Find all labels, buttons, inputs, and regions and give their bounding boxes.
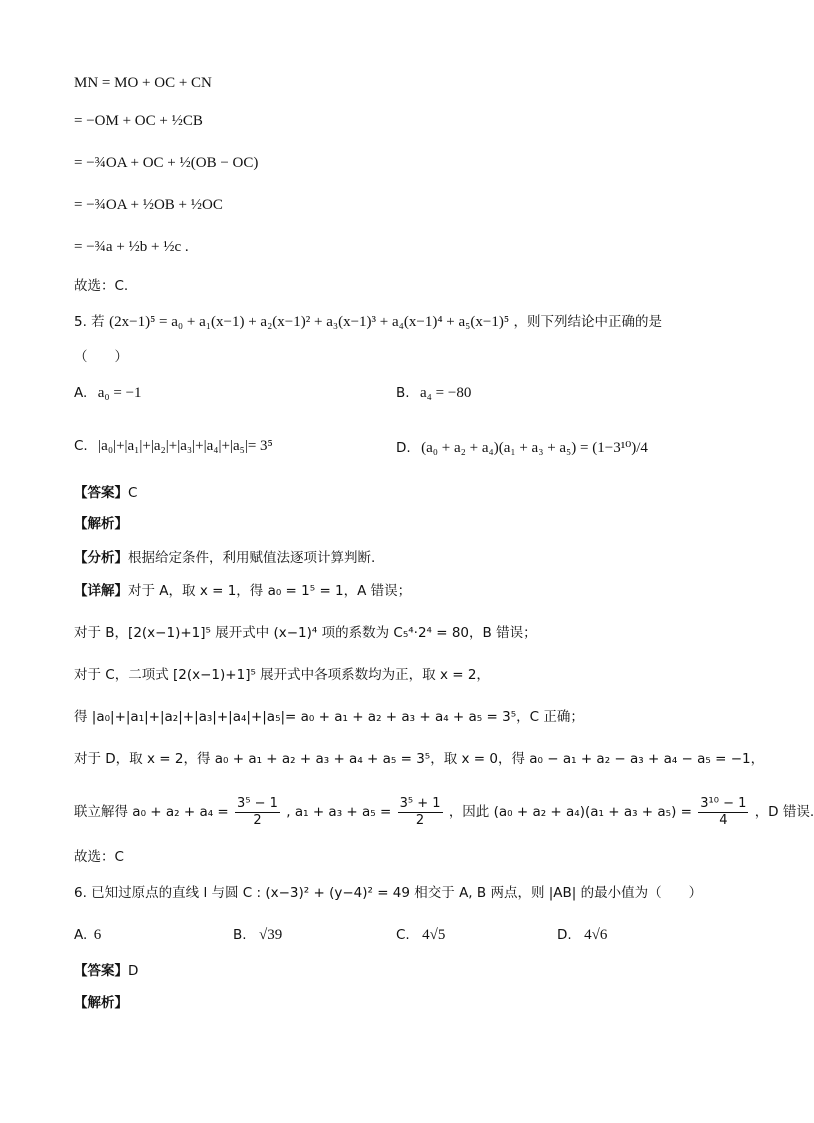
q6-option-c <box>396 927 445 944</box>
q5-detail-4: 得 |a₀|+|a₁|+|a₂|+|a₃|+|a₄|+|a₅|= a₀ + a₁ + a₂ + a₃ + a₄ + a₅ = 3⁵，C 正确； <box>74 709 584 725</box>
fraction-2-den: 2 <box>415 812 425 828</box>
fraction-1 <box>235 796 280 829</box>
derivation-line-2: = −OM + OC + ½CB <box>74 113 203 129</box>
q5-option-a-label: A. <box>74 385 88 401</box>
q5-fenxi-tag: 【分析】 <box>74 550 128 566</box>
derivation-line-4: = −¾OA + ½OB + ½OC <box>74 197 223 213</box>
fraction-2 <box>398 796 443 829</box>
q5-stem-expr: (2x−1)⁵ = a₀ + a₁(x−1) + a₂(x−1)² + a₃(x−1)³ + a₄(x−1)⁴ + a₅(x−1)⁵ <box>109 314 510 330</box>
fraction-1-den: 2 <box>253 812 262 828</box>
fraction-2-num: 3⁵ + 1 <box>399 795 441 811</box>
q6-option-a <box>74 927 101 944</box>
q5-answer <box>74 484 137 502</box>
q6-answer-tag: 【答案】 <box>74 963 128 979</box>
fraction-3-den: 4 <box>719 812 728 828</box>
q6-option-d <box>557 927 607 944</box>
q5-stem-prefix: 5. 若 <box>74 314 105 330</box>
q5-detail-1-text: 对于 A，取 x = 1，得 a₀ = 1⁵ = 1，A 错误； <box>128 583 412 599</box>
q6-answer-value: D <box>128 963 139 979</box>
q6-option-c-text: 4√5 <box>422 927 446 943</box>
q5-option-d <box>396 438 648 457</box>
q5-detail-5: 对于 D，取 x = 2，得 a₀ + a₁ + a₂ + a₃ + a₄ + a₅ = 3⁵，取 x = 0，得 a₀ − a₁ + a₂ − a₃ + a₄ − a₅ = −1， <box>74 751 765 767</box>
q6-answer <box>74 962 138 980</box>
q5-conclusion: 故选：C <box>74 849 124 865</box>
q5-detail-6d: ，D 错误. <box>754 804 814 820</box>
q5-detail-3: 对于 C，二项式 [2(x−1)+1]⁵ 展开式中各项系数均为正，取 x = 2， <box>74 667 490 683</box>
q6-stem: 6. 已知过原点的直线 l 与圆 C : (x−3)² + (y−4)² = 49 相交于 A, B 两点，则 |AB| 的最小值为（ ） <box>74 885 703 901</box>
q5-analysis-tag: 【解析】 <box>74 516 128 532</box>
q5-option-d-label: D. <box>396 440 411 456</box>
derivation-line-3: = −¾OA + OC + ½(OB − OC) <box>74 155 259 171</box>
conclusion-prev: 故选：C. <box>74 278 129 294</box>
q5-answer-value: C <box>128 485 138 501</box>
q5-answer-tag: 【答案】 <box>74 485 128 501</box>
q5-option-c-text: |a₀|+|a₁|+|a₂|+|a₃|+|a₄|+|a₅|= 3⁵ <box>98 438 273 454</box>
q5-option-b-text: a₄ = −80 <box>420 385 472 401</box>
derivation-line-5: = −¾a + ½b + ½c . <box>74 239 189 255</box>
q5-option-c-label: C. <box>74 438 88 454</box>
q6-option-a-text: 6 <box>93 927 102 943</box>
q6-option-b <box>233 927 282 944</box>
fraction-3 <box>698 796 748 829</box>
q6-option-b-text: √39 <box>259 927 283 943</box>
q5-stem <box>74 313 662 331</box>
q6-option-d-text: 4√6 <box>584 927 608 943</box>
q5-fenxi <box>74 549 375 567</box>
q5-detail-1 <box>74 582 411 600</box>
q5-option-b <box>396 385 471 402</box>
q5-detail-6c: ，因此 (a₀ + a₂ + a₄)(a₁ + a₃ + a₅) = <box>448 804 692 820</box>
q6-option-b-label: B. <box>233 927 247 943</box>
q5-stem-suffix: ，则下列结论中正确的是 <box>513 314 663 330</box>
q5-xiangjie-tag: 【详解】 <box>74 583 128 599</box>
q5-option-b-label: B. <box>396 385 410 401</box>
q5-option-d-text: (a₀ + a₂ + a₄)(a₁ + a₃ + a₅) = (1−3¹⁰)/4 <box>421 440 648 456</box>
q5-detail-6b: , a₁ + a₃ + a₅ = <box>286 804 392 820</box>
q5-paren: （ ） <box>74 349 128 365</box>
q5-fenxi-text: 根据给定条件，利用赋值法逐项计算判断. <box>128 550 376 566</box>
q6-analysis-tag: 【解析】 <box>74 995 128 1011</box>
q5-option-c <box>74 438 273 455</box>
fraction-1-num: 3⁵ − 1 <box>237 795 278 811</box>
q6-option-d-label: D. <box>557 927 572 943</box>
derivation-line-1: MN = MO + OC + CN <box>74 75 212 91</box>
fraction-3-num: 3¹⁰ − 1 <box>700 795 747 811</box>
q5-detail-6a: 联立解得 a₀ + a₂ + a₄ = <box>74 804 229 820</box>
q5-detail-6 <box>74 792 814 832</box>
q6-option-c-label: C. <box>396 927 410 943</box>
q5-option-a <box>74 385 142 402</box>
q5-option-a-text: a₀ = −1 <box>97 385 142 401</box>
q6-option-a-label: A. <box>74 927 88 943</box>
q5-detail-2: 对于 B，[2(x−1)+1]⁵ 展开式中 (x−1)⁴ 项的系数为 C₅⁴·2⁴ = 80，B 错误； <box>74 625 537 641</box>
